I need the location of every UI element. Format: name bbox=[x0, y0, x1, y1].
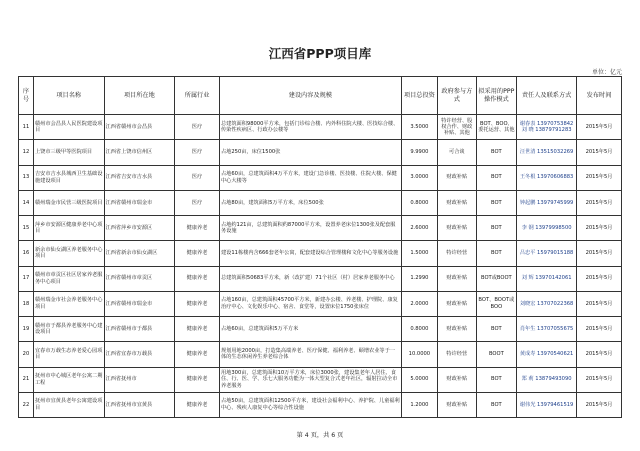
project-name: 抚州市宜黄县老年公寓建设项目 bbox=[33, 392, 104, 417]
industry: 健康养老 bbox=[175, 216, 220, 241]
row-number: 17 bbox=[19, 266, 34, 291]
project-name: 赣州市会昌县人民医院建设项目 bbox=[33, 115, 104, 140]
construction-content: 占地约121亩，总建筑面积约87000平方米，设置养老床位1300张及配套服务设施 bbox=[219, 216, 401, 241]
row-number: 22 bbox=[19, 392, 34, 417]
ppp-mode: BOT bbox=[476, 216, 517, 241]
project-name: 吉安市吉水县城西卫生基础设施建设项目 bbox=[33, 165, 104, 190]
ppp-mode: BOT bbox=[476, 241, 517, 266]
construction-content: 占地60亩，总建筑面积5万平方米 bbox=[219, 317, 401, 342]
government-participation: 财政补贴 bbox=[438, 216, 476, 241]
total-investment: 0.8000 bbox=[401, 317, 437, 342]
contact-info: 郑 莉 13879493090 bbox=[517, 367, 577, 392]
construction-content: 占地80亩，建筑面积5万平方米，床位500张 bbox=[219, 190, 401, 215]
construction-content: 占地250亩，床位1500张 bbox=[219, 140, 401, 165]
publish-date: 2015年5月 bbox=[577, 241, 622, 266]
contact-info: 刘晓宏 13707022368 bbox=[517, 291, 577, 316]
project-location: 江西省抚州市 bbox=[104, 367, 175, 392]
project-location: 江西省上饶市信州区 bbox=[104, 140, 175, 165]
row-number: 13 bbox=[19, 165, 34, 190]
government-participation: 特许经营 bbox=[438, 342, 476, 367]
row-number: 20 bbox=[19, 342, 34, 367]
column-header: 政府参与方式 bbox=[438, 77, 476, 115]
table-row bbox=[19, 140, 622, 165]
column-header: 所属行业 bbox=[175, 77, 220, 115]
project-location: 江西省赣州市章贡区 bbox=[104, 266, 175, 291]
total-investment: 10.0000 bbox=[401, 342, 437, 367]
row-number: 18 bbox=[19, 291, 34, 316]
table-row bbox=[19, 165, 622, 190]
total-investment: 3.5000 bbox=[401, 115, 437, 140]
construction-content: 占地160亩，总建筑面积45700平方米，新建办公楼、养老楼、护理院、康复治疗中心、文化娱乐中心、宿舍、食堂等，设置床位1750张床位 bbox=[219, 291, 401, 316]
row-number: 16 bbox=[19, 241, 34, 266]
government-participation: 财政补贴 bbox=[438, 266, 476, 291]
table-row bbox=[19, 392, 622, 417]
column-header: 项目总投资 bbox=[401, 77, 437, 115]
construction-content: 总建筑面积50683平方米，新（改扩建）71个社区（村）居家养老服务中心 bbox=[219, 266, 401, 291]
government-participation: 特许经营 bbox=[438, 241, 476, 266]
contact-info: 黄成寿 13970540621 bbox=[517, 342, 577, 367]
page-footer: 第 4 页，共 6 页 bbox=[296, 432, 344, 439]
column-header: 项目所在地 bbox=[104, 77, 175, 115]
project-location: 江西省赣州市会昌县 bbox=[104, 115, 175, 140]
industry: 医疗 bbox=[175, 115, 220, 140]
construction-content: 占地60亩，总建筑面积4万平方米，建设门急诊楼、医技楼、住院大楼、保健中心大楼等 bbox=[219, 165, 401, 190]
total-investment: 1.2000 bbox=[401, 392, 437, 417]
ppp-mode: BOT bbox=[476, 367, 517, 392]
publish-date: 2015年5月 bbox=[577, 115, 622, 140]
total-investment: 0.8000 bbox=[401, 190, 437, 215]
row-number: 11 bbox=[19, 115, 34, 140]
government-participation: 财政补贴 bbox=[438, 165, 476, 190]
publish-date: 2015年5月 bbox=[577, 266, 622, 291]
project-name: 新余市仙女湖区养老服务中心项目 bbox=[33, 241, 104, 266]
publish-date: 2015年5月 bbox=[577, 317, 622, 342]
government-participation: 财政补贴 bbox=[438, 190, 476, 215]
project-name: 赣州瑞金市民营三级医院项目 bbox=[33, 190, 104, 215]
total-investment: 9.9900 bbox=[401, 140, 437, 165]
page-title: 江西省PPP项目库 bbox=[268, 46, 372, 61]
project-location: 江西省萍乡市安源区 bbox=[104, 216, 175, 241]
row-number: 21 bbox=[19, 367, 34, 392]
total-investment: 2.6000 bbox=[401, 216, 437, 241]
column-header: 序号 bbox=[19, 77, 34, 115]
industry: 健康养老 bbox=[175, 367, 220, 392]
table-row bbox=[19, 266, 622, 291]
row-number: 12 bbox=[19, 140, 34, 165]
project-name: 抚州市中心城区老年公寓二期工程 bbox=[33, 367, 104, 392]
column-header: 拟采用的PPP操作模式 bbox=[476, 77, 517, 115]
industry: 医疗 bbox=[175, 140, 220, 165]
ppp-mode: BOT bbox=[476, 190, 517, 215]
row-number: 19 bbox=[19, 317, 34, 342]
industry: 健康养老 bbox=[175, 342, 220, 367]
ppp-mode: BOT、BOOT或BOO bbox=[476, 291, 517, 316]
table-row bbox=[19, 342, 622, 367]
project-location: 江西省抚州市宜黄县 bbox=[104, 392, 175, 417]
ppp-mode: BOT bbox=[476, 317, 517, 342]
industry: 健康养老 bbox=[175, 291, 220, 316]
publish-date: 2015年5月 bbox=[577, 140, 622, 165]
ppp-mode: BOT bbox=[476, 140, 517, 165]
industry: 医疗 bbox=[175, 165, 220, 190]
contact-info: 李 钢 13979998500 bbox=[517, 216, 577, 241]
project-location: 江西省赣州市瑞金市 bbox=[104, 190, 175, 215]
government-participation: 财政补贴 bbox=[438, 367, 476, 392]
column-header: 责任人及联系方式 bbox=[517, 77, 577, 115]
total-investment: 5.0000 bbox=[401, 367, 437, 392]
publish-date: 2015年5月 bbox=[577, 367, 622, 392]
contact-info: 谢伟光 13979461519 bbox=[517, 392, 577, 417]
table-row bbox=[19, 317, 622, 342]
table-row bbox=[19, 241, 622, 266]
industry: 健康养老 bbox=[175, 317, 220, 342]
government-participation: 财政补贴 bbox=[438, 317, 476, 342]
industry: 医疗 bbox=[175, 190, 220, 215]
industry: 健康养老 bbox=[175, 392, 220, 417]
ppp-mode: BOT bbox=[476, 392, 517, 417]
row-number: 15 bbox=[19, 216, 34, 241]
project-location: 江西省吉安市吉水县 bbox=[104, 165, 175, 190]
publish-date: 2015年5月 bbox=[577, 342, 622, 367]
unit-label: 单位：亿元 bbox=[591, 69, 622, 76]
column-header: 项目名称 bbox=[33, 77, 104, 115]
publish-date: 2015年5月 bbox=[577, 165, 622, 190]
contact-info: 吕忠平 15979015188 bbox=[517, 241, 577, 266]
table-row bbox=[19, 190, 622, 215]
contact-info: 钟起鹏 13979745999 bbox=[517, 190, 577, 215]
ppp-mode: BOT bbox=[476, 165, 517, 190]
ppp-mode: BOOT bbox=[476, 342, 517, 367]
ppp-mode: BOT、BOO、委托运营、其他 bbox=[476, 115, 517, 140]
project-location: 江西省赣州市瑞金市 bbox=[104, 291, 175, 316]
column-header: 建设内容及规模 bbox=[219, 77, 401, 115]
project-location: 江西省赣州市于都县 bbox=[104, 317, 175, 342]
total-investment: 3.0000 bbox=[401, 165, 437, 190]
table-row bbox=[19, 216, 622, 241]
construction-content: 建设11栋楼内含666套老年公寓，配套建设综合管理楼和文化中心等服务设施 bbox=[219, 241, 401, 266]
government-participation: 特许经营、股权合作、财政补贴、其他 bbox=[438, 115, 476, 140]
table-row bbox=[19, 367, 622, 392]
project-name: 赣州瑞金市社会养老服务中心项目 bbox=[33, 291, 104, 316]
table-header-row bbox=[19, 77, 622, 115]
government-participation: 可合谈 bbox=[438, 140, 476, 165]
project-name: 宜春市万载生态养老爱心园项目 bbox=[33, 342, 104, 367]
industry: 健康养老 bbox=[175, 241, 220, 266]
contact-info: 肖年生 13707055675 bbox=[517, 317, 577, 342]
total-investment: 1.5000 bbox=[401, 241, 437, 266]
construction-content: 占地50亩，总建筑面积12500平方米，建设社会福利中心、养护院、儿童福利中心、残疾人康复中心等综合性设施 bbox=[219, 392, 401, 417]
table-row bbox=[19, 115, 622, 140]
publish-date: 2015年5月 bbox=[577, 190, 622, 215]
row-number: 14 bbox=[19, 190, 34, 215]
publish-date: 2015年5月 bbox=[577, 392, 622, 417]
project-name: 上饶市三级甲等医院项目 bbox=[33, 140, 104, 165]
construction-content: 规划用地2000亩，打造集高端养老、医疗保健、福利养老、颐增农业等于一体的生态休闲养生养老综合体 bbox=[219, 342, 401, 367]
government-participation: 财政补贴 bbox=[438, 392, 476, 417]
project-name: 赣州市于都县养老服务中心建设项目 bbox=[33, 317, 104, 342]
publish-date: 2015年5月 bbox=[577, 291, 622, 316]
total-investment: 2.0000 bbox=[401, 291, 437, 316]
project-location: 江西省宜春市万载县 bbox=[104, 342, 175, 367]
industry: 健康养老 bbox=[175, 266, 220, 291]
publish-date: 2015年5月 bbox=[577, 216, 622, 241]
contact-info: 汪世清 13515032269 bbox=[517, 140, 577, 165]
construction-content: 用地300亩，总建筑面积10万平方米，床位3000张，建设集老年人居住、食住、行、医、学、乐七大服务功能为一体大型复合式老年社区，辐射拉动全市养老服务 bbox=[219, 367, 401, 392]
contact-info: 王冬根 13970606883 bbox=[517, 165, 577, 190]
project-location: 江西省新余市仙女湖区 bbox=[104, 241, 175, 266]
ppp-project-table bbox=[18, 76, 622, 418]
project-name: 赣州市章贡区社区居家养老服务中心项目 bbox=[33, 266, 104, 291]
table-row bbox=[19, 291, 622, 316]
contact-info: 谢春表 13970753842 刘 晓 13879791283 bbox=[517, 115, 577, 140]
contact-info: 刘 辉 13970142061 bbox=[517, 266, 577, 291]
ppp-mode: BOT或BOOT bbox=[476, 266, 517, 291]
construction-content: 总建筑面积98000平方米，包括门诊综合楼、内外科住院大楼、医技综合楼、传染性疾病区、行政办公楼等 bbox=[219, 115, 401, 140]
column-header: 发布时间 bbox=[577, 77, 622, 115]
government-participation: 财政补贴 bbox=[438, 291, 476, 316]
table-body bbox=[19, 115, 622, 418]
total-investment: 1.2990 bbox=[401, 266, 437, 291]
project-name: 萍乡市安源区健康养老中心项目 bbox=[33, 216, 104, 241]
